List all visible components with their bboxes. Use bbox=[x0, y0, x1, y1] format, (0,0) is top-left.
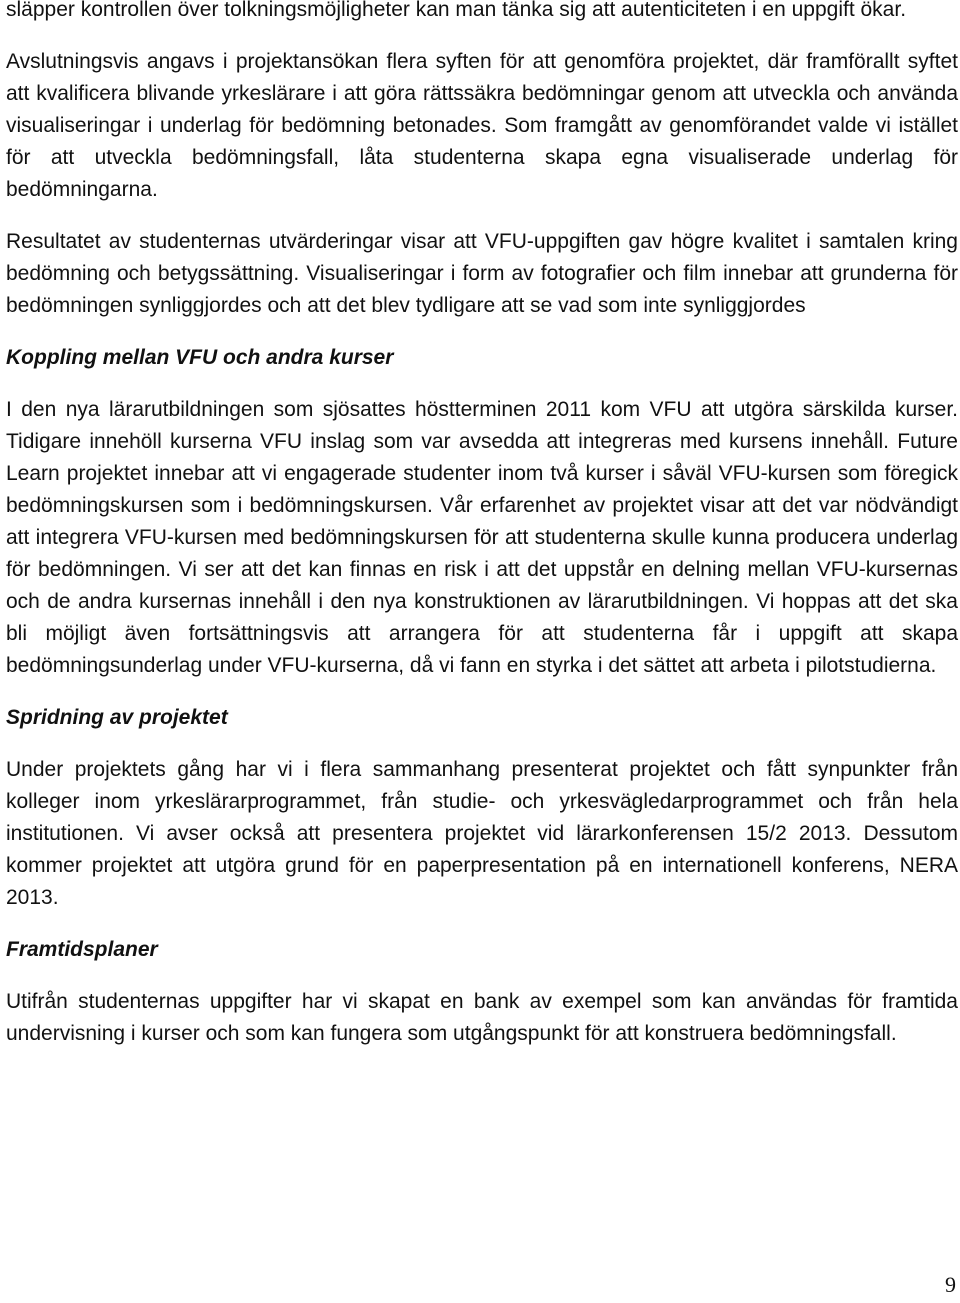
paragraph-continuation: släpper kontrollen över tolkningsmöjligheter kan man tänka sig att autenticiteten i en uppgift ökar. bbox=[6, 0, 907, 21]
document-page bbox=[6, 0, 958, 1050]
paragraph-gap bbox=[6, 914, 958, 934]
paragraph-project-aims: Avslutningsvis angavs i projektansökan flera syften för att genomföra projektet, där framförallt syftet att kvalificera blivande yrkeslärare i att göra rättssäkra bedömningar genom att utveckla och använda visualiseringar i underlag för bedömning betonades. Som framgått av genomförandet valde vi istället för att utveckla bedömningsfall, låta studenterna skapa egna visualiserade underlag för bedömningarna. bbox=[6, 50, 958, 201]
paragraph-gap bbox=[6, 734, 958, 754]
heading-future-plans: Framtidsplaner bbox=[6, 938, 158, 961]
paragraph-gap bbox=[6, 26, 958, 46]
paragraph-vfu-courses: I den nya lärarutbildningen som sjösattes höstterminen 2011 kom VFU att utgöra särskilda kurser. Tidigare innehöll kurserna VFU inslag som var avsedda att integreras med kursens innehåll. Future Learn projektet innebar att vi engagerade studenter inom två kurser i såväl VFU-kursen som föregick bedömningskursen som i bedömningskursen. Vår erfarenhet av projektet visar att det var nödvändigt att integrera VFU-kursen med bedömningskursen för att studenterna skulle kunna producera underlag för bedömningen. Vi ser att det kan finnas en risk i att det uppstår en delning mellan VFU-kursernas och de andra kursernas innehåll i den nya konstruktionen av lärarutbildningen. Vi hoppas att det ska bli möjligt även fortsättningsvis att arrangera för att studenterna får i uppgift att skapa bedömningsunderlag under VFU-kurserna, då vi fann en styrka i det sättet att arbeta i pilotstudierna. bbox=[6, 398, 958, 677]
paragraph-evaluation-results: Resultatet av studenternas utvärderingar visar att VFU-uppgiften gav högre kvalitet i samtalen kring bedömning och betygssättning. Visualiseringar i form av fotografier och film innebar att grunderna för bedömningen synliggjordes och att det blev tydligare att se vad som inte synliggjordes bbox=[6, 230, 958, 317]
paragraph-gap bbox=[6, 682, 958, 702]
paragraph-gap bbox=[6, 374, 958, 394]
heading-project-dissemination: Spridning av projektet bbox=[6, 706, 228, 729]
paragraph-gap bbox=[6, 966, 958, 986]
paragraph-gap bbox=[6, 206, 958, 226]
page-number: 9 bbox=[945, 1272, 956, 1297]
paragraph-gap bbox=[6, 322, 958, 342]
paragraph-project-dissemination: Under projektets gång har vi i flera sammanhang presenterat projektet och fått synpunkter från kolleger inom yrkeslärarprogrammet, från studie- och yrkesvägledarprogrammet och från hela institutionen. Vi avser också att presentera projektet vid lärarkonferensen 15/2 2013. Dessutom kommer projektet att utgöra grund för en paperpresentation på en internationell konferens, NERA 2013. bbox=[6, 758, 958, 909]
heading-vfu-courses: Koppling mellan VFU och andra kurser bbox=[6, 346, 394, 369]
paragraph-future-plans: Utifrån studenternas uppgifter har vi skapat en bank av exempel som kan användas för framtida undervisning i kurser och som kan fungera som utgångspunkt för att konstruera bedömningsfall. bbox=[6, 990, 958, 1045]
